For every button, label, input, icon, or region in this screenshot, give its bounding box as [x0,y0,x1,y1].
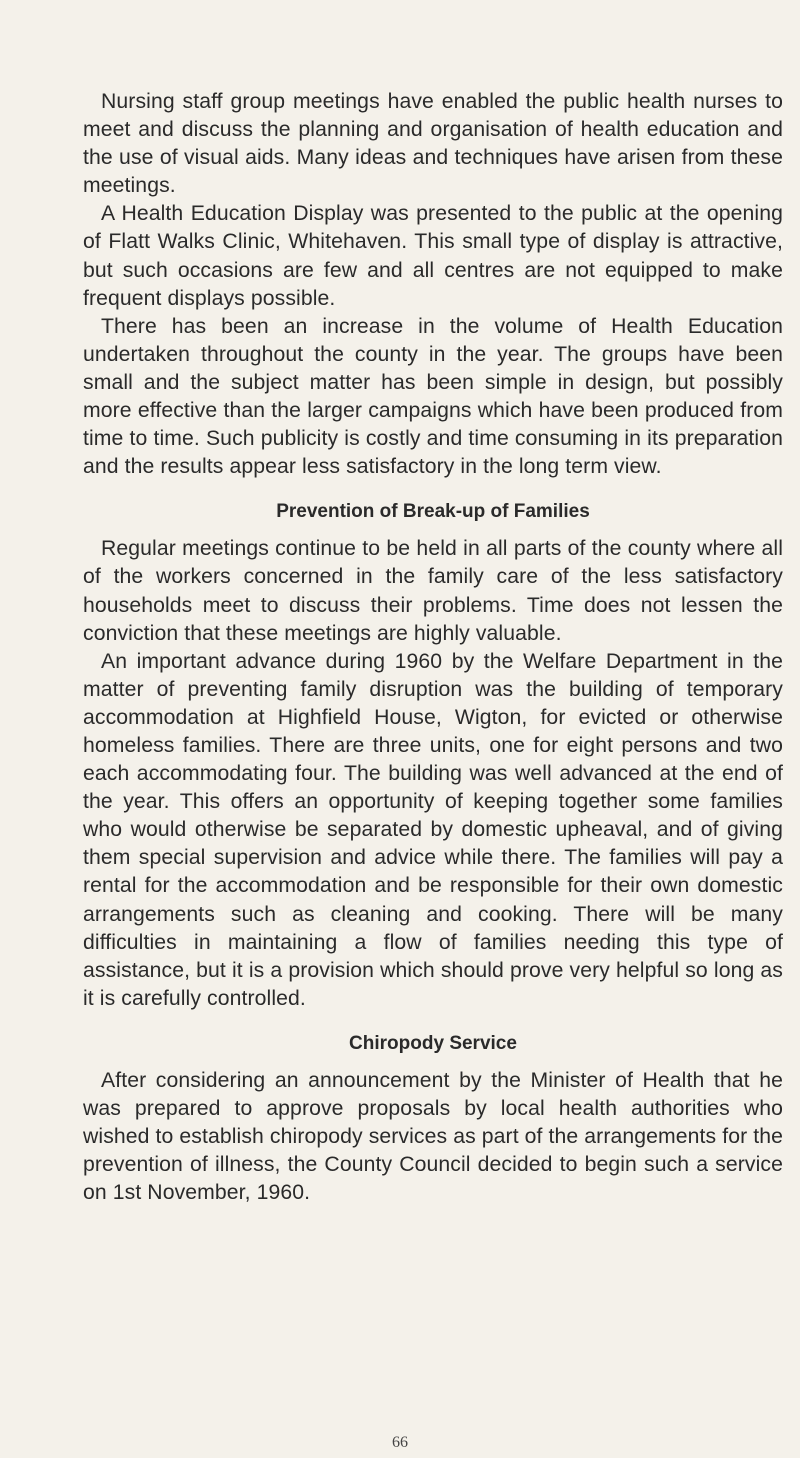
paragraph-health-education-volume: There has been an increase in the volume of Health Education undertaken throughout the county in the year. The groups have been small and the subject matter has been simple in design, but possibly more effective than the larger campaigns which have been produced from time to time. Such publicity is costly and time consuming in its preparation and the results appear less satisfactory in the long term view. [83,314,783,479]
document-page [83,88,783,1207]
page-number: 66 [392,1434,408,1451]
heading-prevention-break-up: Prevention of Break-up of Families [276,501,590,523]
paragraph-regular-meetings: Regular meetings continue to be held in all parts of the county where all of the workers concerned in the family care of the less satisfactory households meet to discuss their problems. Time does not lessen the conviction that these meetings are highly valuable. [83,537,783,645]
paragraph-highfield-house: An important advance during 1960 by the Welfare Department in the matter of preventing family disruption was the building of temporary accommodation at Highfield House, Wigton, for evicted or otherwise homeless families. There are three units, one for eight persons and two each accommodating four. The building was well advanced at the end of the year. This offers an opportunity of keeping together some families who would otherwise be separated by domestic upheaval, and of giving them special supervision and advice while there. The families will pay a rental for the accommodation and be responsible for their own domestic arrangements such as cleaning and cooking. There will be many difficulties in maintaining a flow of families needing this type of assistance, but it is a provision which should prove very helpful so long as it is carefully controlled. [83,649,783,1010]
paragraph-nursing-staff: Nursing staff group meetings have enabled the public health nurses to meet and discuss the planning and organisation of health education and the use of visual aids. Many ideas and techniques have arisen from these meetings. [83,90,783,198]
heading-chiropody-service: Chiropody Service [349,1032,517,1054]
paragraph-health-education-display: A Health Education Display was presented to the public at the opening of Flatt Walks Clinic, Whitehaven. This small type of display is attractive, but such occasions are few and all centres are not equipped to make frequent displays possible. [83,202,783,310]
paragraph-chiropody: After considering an announcement by the Minister of Health that he was prepared to approve proposals by local health authorities who wished to establish chiropody services as part of the arrangements for the prevention of illness, the County Council decided to begin such a service on 1st November, 1960. [83,1068,783,1205]
